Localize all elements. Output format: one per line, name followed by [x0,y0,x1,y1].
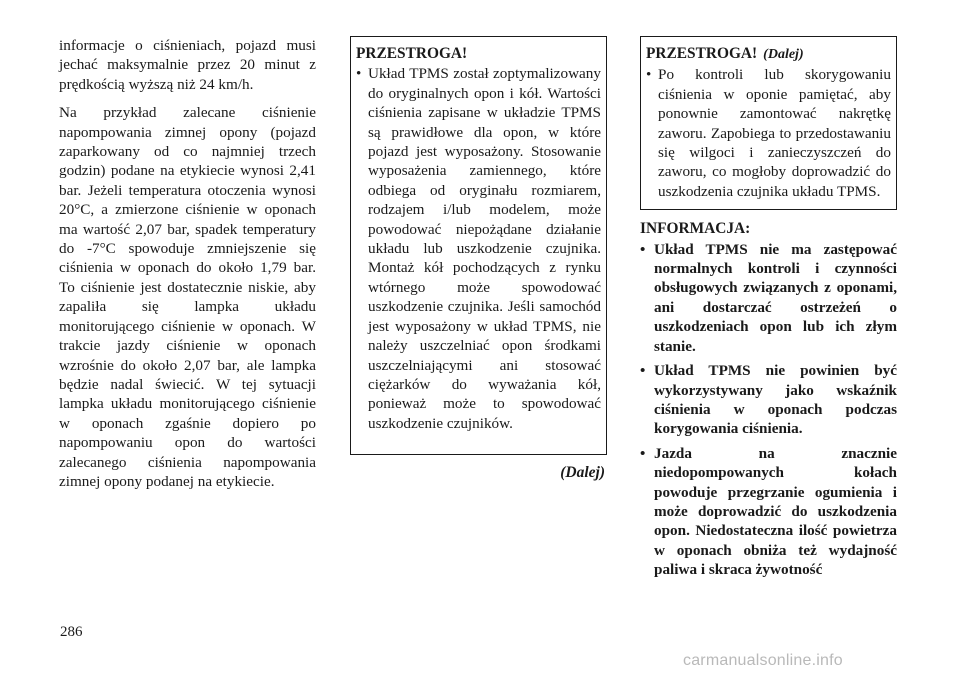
caution-list [356,64,601,433]
caution-box-continued [640,36,897,210]
caution-title-text: PRZESTROGA! [646,45,758,62]
caution-list [646,65,891,201]
watermark: carmanualsonline.info [683,652,843,669]
continued-label: (Dalej) [560,464,605,481]
info-title: INFORMACJA: [640,220,751,238]
caution-title [646,44,891,64]
info-list [640,240,897,580]
left-column [59,36,316,500]
caution-box [350,36,607,455]
paragraph: informacje o ciśnieniach, pojazd musi jechać maksymalnie przez 20 minut z prędkością wyższą niż 24 km/h. [59,37,316,93]
info-item: • Układ TPMS nie powinien być wykorzystywany jako wskaźnik ciśnienia w oponach podczas korygowania ciśnienia. [640,361,897,439]
info-item: • Jazda na znacznie niedopompowanych kołach powoduje przegrzanie ogumienia i może doprowadzić do uszkodzenia opon. Niedostateczna ilość powietrza w oponach obniża też wydajność paliwa i skraca żywotność [640,444,897,580]
continued-tag: (Dalej) [763,47,804,62]
page-number: 286 [60,624,83,640]
caution-title: PRZESTROGA! [356,45,468,62]
caution-item: • Układ TPMS został zoptymalizowany do oryginalnych opon i kół. Wartości ciśnienia zapisane w układzie TPMS są prawidłowe dla opon, w które pojazd jest wyposażony. Stosowanie wyposażenia zamiennego, które odbiega od oryginału rozmiarem, rodzajem i/lub modelem, może powodować niepożądane działanie układu lub uszkodzenie czujnika. Montaż kół pochodzących z rynku wtórnego może spowodować uszkodzenie czujnika. Jeśli samochód jest wyposażony w układ TPMS, nie należy uszczelniać opon środkami uszczelniającymi ani stosować ciężarków do wyważania kół, ponieważ może to spowodować uszkodzenie czujników. [356,64,601,433]
paragraph: Na przykład zalecane ciśnienie napompowania zimnej opony (pojazd zaparkowany od co najmniej trzech godzin) podane na etykiecie wynosi 2,41 bar. Jeżeli temperatura otoczenia wynosi 20°C, a zmierzone ciśnienie w oponach ma wartość 2,07 bar, spadek temperatury do -7°C spowoduje zmniejszenie się ciśnienia w oponach do około 1,79 bar. To ciśnienie jest dostatecznie niskie, aby zapaliła się lampka układu monitorującego ciśnienie w oponach. W trakcie jazdy ciśnienie w oponach wzrośnie do około 2,07 bar, ale lampka będzie nadal świecić. W tej sytuacji lampka układu monitorującego ciśnienie w oponach zgaśnie dopiero po napompowaniu opon do wartości zalecanego ciśnienia napompowania zimnej opony podanej na etykiecie. [59,104,316,490]
middle-column [350,36,607,482]
info-item: • Układ TPMS nie ma zastępować normalnych kontroli i czynności obsługowych związanych z oponami, ani dostarczać ostrzeżeń o uszkodzeniach opon lub ich złym stanie. [640,240,897,356]
caution-item: • Po kontroli lub skorygowaniu ciśnienia w oponie pamiętać, aby ponownie zamontować nakrętkę zaworu. Zapobiega to przedostawaniu się wilgoci i zanieczyszczeń do zaworu, co mogłoby doprowadzić do uszkodzenia czujnika układu TPMS. [646,65,891,201]
right-column [640,36,897,585]
